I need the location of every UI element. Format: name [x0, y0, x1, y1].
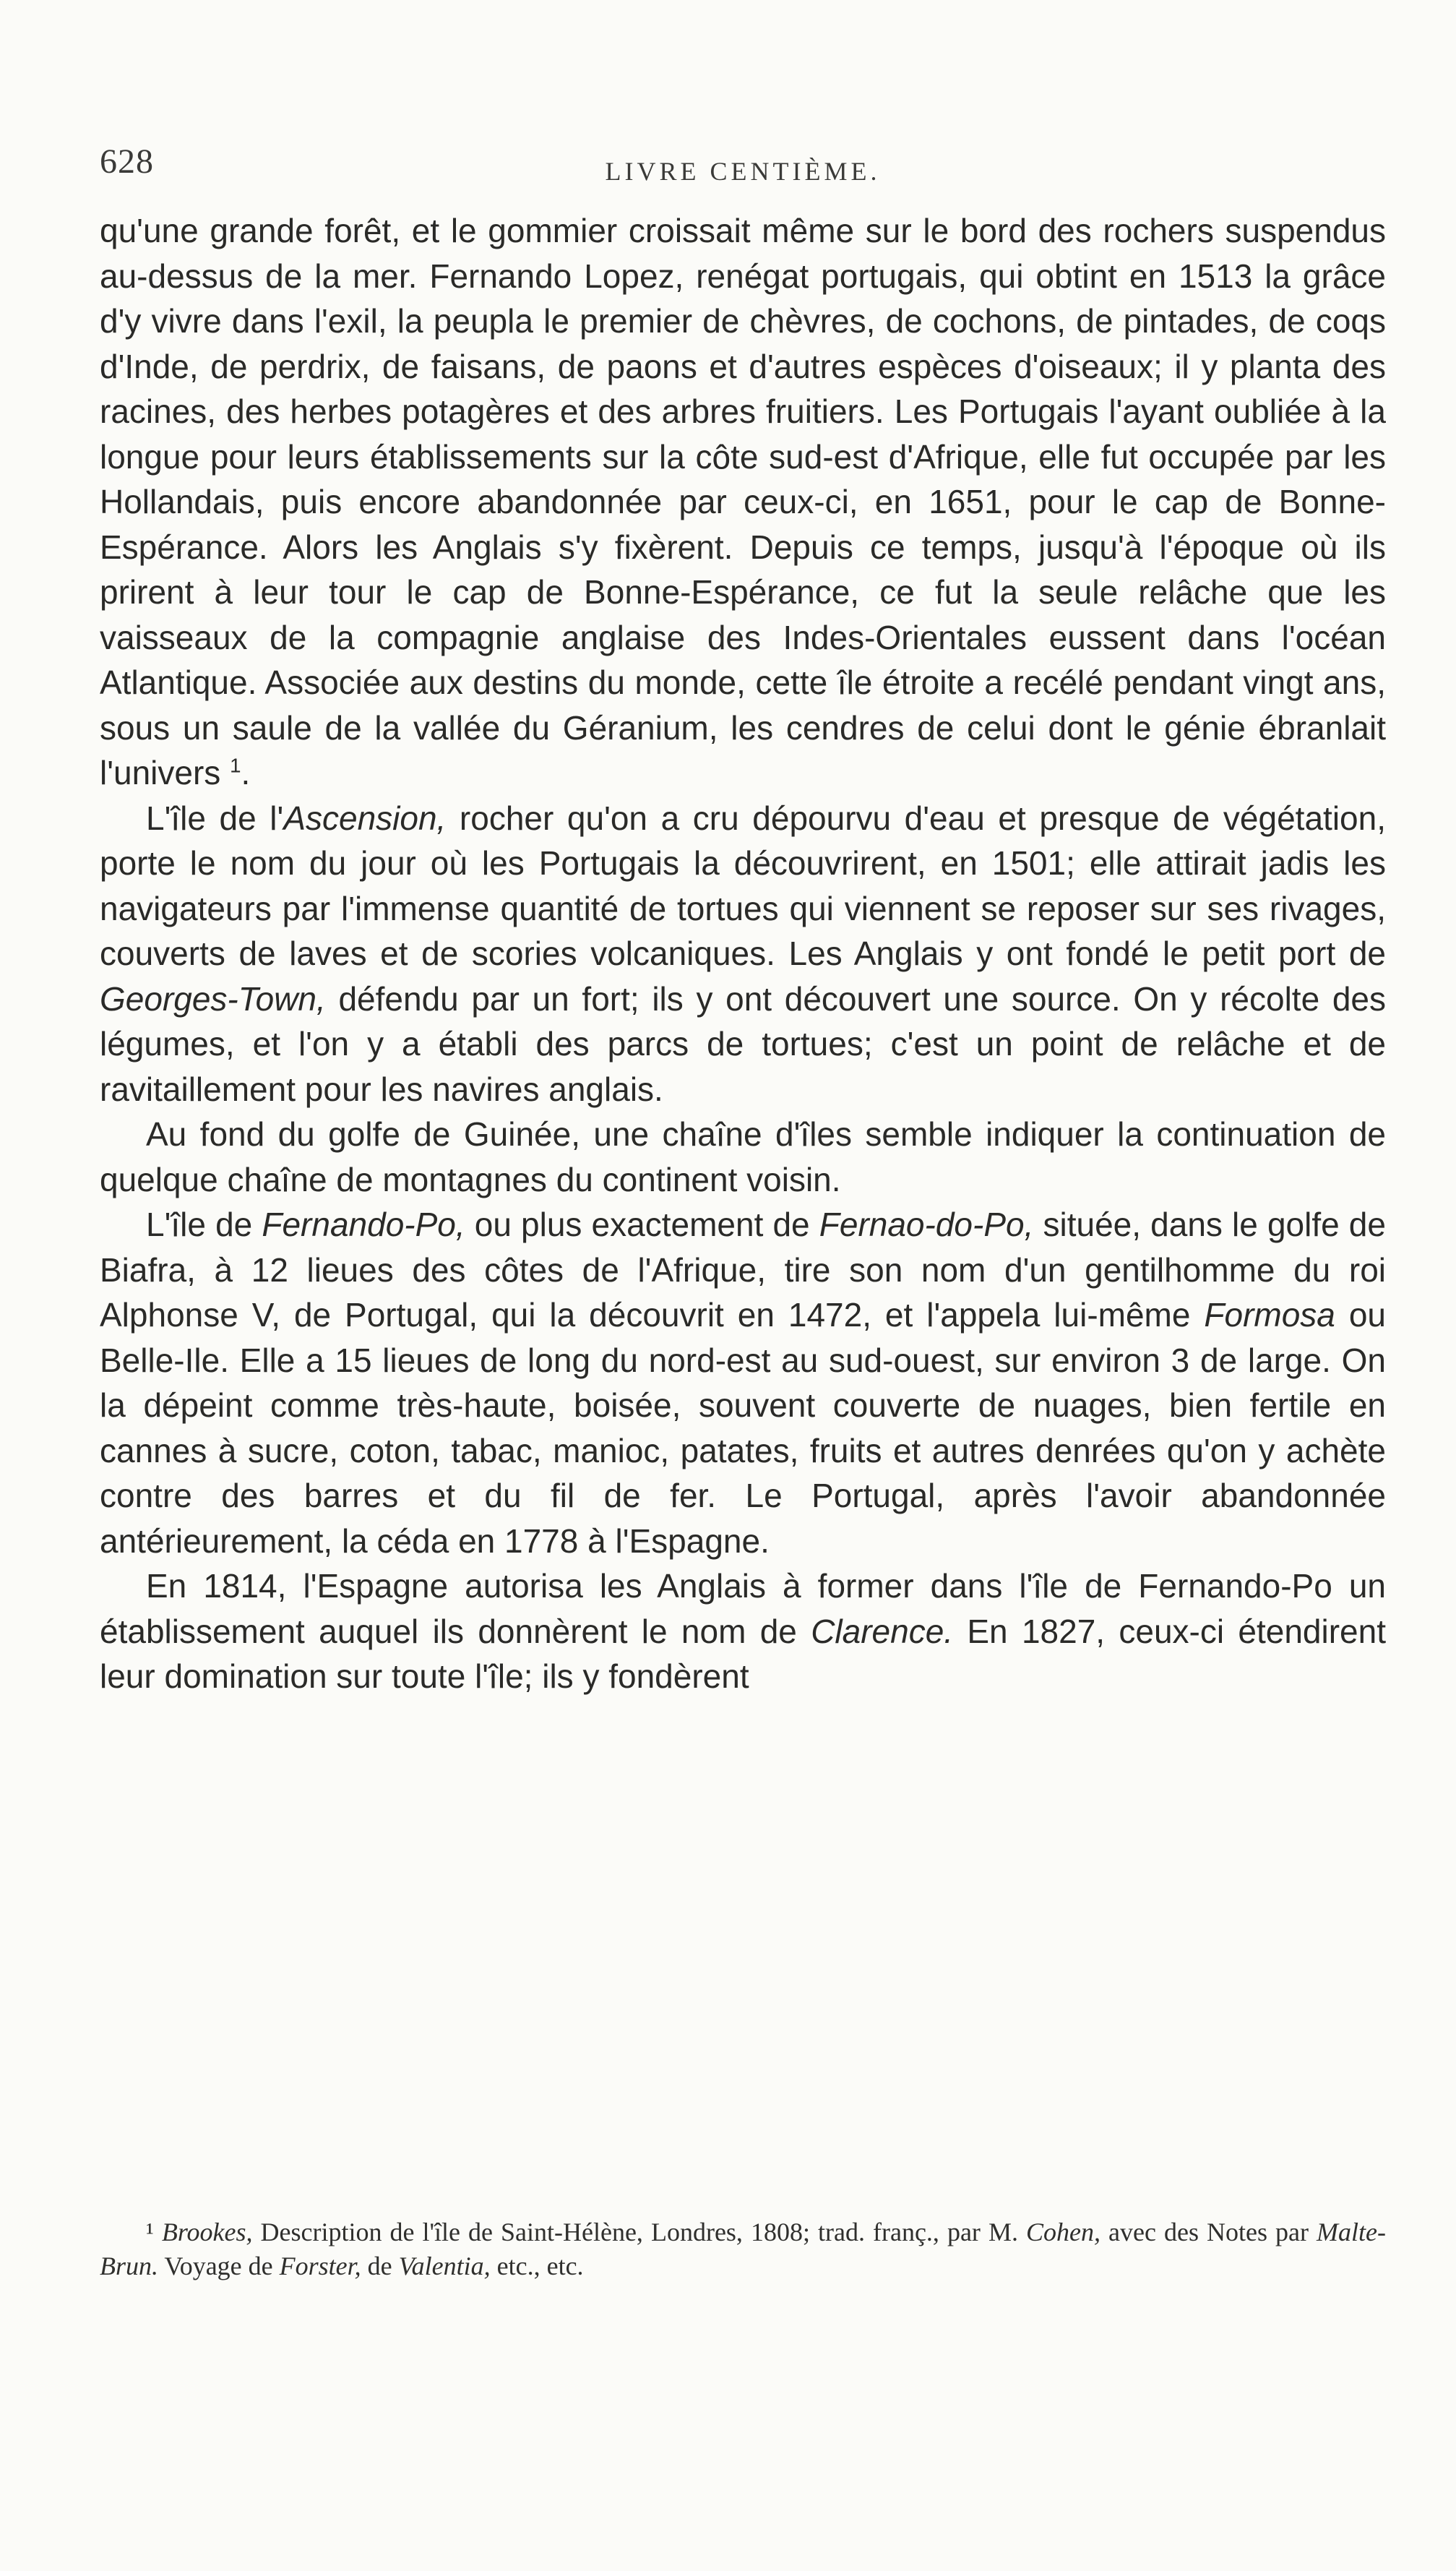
- footnote-segment: etc., etc.: [490, 2252, 584, 2280]
- paragraph-text: L'île de l': [146, 799, 284, 837]
- place-name-italic: Formosa: [1204, 1296, 1335, 1334]
- body-text: [100, 208, 1386, 1699]
- paragraph-text: En 1814, l'Espagne autorisa les Anglais à former dans l'île de Fernando-Po un établissement auquel ils donnèrent le nom de: [100, 1567, 1386, 1650]
- place-name-italic: Ascension,: [283, 799, 447, 837]
- author-name-italic: Cohen,: [1026, 2218, 1100, 2246]
- place-name-italic: Fernando-Po,: [262, 1206, 465, 1243]
- footnote: [100, 2215, 1386, 2283]
- author-name-italic: Valentia,: [398, 2252, 491, 2280]
- paragraph-text: .: [241, 754, 251, 791]
- author-name-italic: Brookes,: [161, 2218, 253, 2246]
- paragraph-text: qu'une grande forêt, et le gommier croissait même sur le bord des rochers suspendus au-dessus de la mer. Fernando Lopez, renégat portugais, qui obtint en 1513 la grâce d'y vivre dans l'exil, la peupla le premier de chèvres, de cochons, de pintades, de coqs d'Inde, de perdrix, de faisans, de paons et d'autres espèces d'oiseaux; il y planta des racines, des herbes potagères et des arbres fruitiers. Les Portugais l'ayant oubliée à la longue pour leurs établissements sur la côte sud-est d'Afrique, elle fut occupée par les Hollandais, puis encore abandonnée par ceux-ci, en 1651, pour le cap de Bonne-Espérance. Alors les Anglais s'y fixèrent. Depuis ce temps, jusqu'à l'époque où ils prirent à leur tour le cap de Bonne-Espérance, ce fut la seule relâche que les vaisseaux de la compagnie anglaise des Indes-Orientales eussent dans l'océan Atlantique. Associée aux destins du monde, cette île étroite a recélé pendant vingt ans, sous un saule de la vallée du Géranium, les cendres de celui dont le génie ébranlait l'univers: [100, 212, 1386, 791]
- paragraph-ascension: [100, 796, 1386, 1112]
- paragraph-saint-helena: [100, 208, 1386, 796]
- page-number: 628: [100, 142, 154, 181]
- paragraph-text: défendu par un fort; ils y ont découvert une source. On y récolte des légumes, et l'on y a établi des parcs de tortues; c'est un point de relâche et de ravitaillement pour les navires anglais.: [100, 979, 1386, 1108]
- paragraph-fernando-po: [100, 1202, 1386, 1563]
- page-header: [100, 142, 1386, 192]
- place-name-italic: Clarence.: [811, 1612, 954, 1650]
- footnote-segment: Voyage de: [158, 2252, 280, 2280]
- author-name-italic: Malte-Brun.: [100, 2218, 1386, 2280]
- footnote-marker: ¹: [146, 2218, 154, 2246]
- paragraph-text: En 1827, ceux-ci étendirent leur domination sur toute l'île; ils y fondèrent: [100, 1612, 1386, 1695]
- paragraph-text: ou Belle-Ile. Elle a 15 lieues de long du nord-est au sud-ouest, sur environ 3 de large. On la dépeint comme très-haute, boisée, souvent couverte de nuages, bien fertile en cannes à sucre, coton, tabac, manioc, patates, fruits et autres denrées qu'on y achète contre des barres et du fil de fer. Le Portugal, après l'avoir abandonnée antérieurement, la céda en 1778 à l'Espagne.: [100, 1296, 1386, 1560]
- footnote-segment: de: [361, 2252, 399, 2280]
- running-head: LIVRE CENTIÈME.: [605, 157, 881, 186]
- paragraph-text: Au fond du golfe de Guinée, une chaîne d'îles semble indiquer la continuation de quelque chaîne de montagnes du continent voisin.: [100, 1115, 1386, 1198]
- paragraph-text: L'île de: [146, 1206, 262, 1243]
- footnote-text: [100, 2215, 1386, 2283]
- paragraph-text: ou plus exactement de: [465, 1206, 819, 1243]
- footnote-segment: M.: [988, 2218, 1026, 2246]
- paragraph-clarence: [100, 1563, 1386, 1699]
- footnote-segment: Description de l'île de Saint-Hélène, Londres, 1808; trad. franç., par: [252, 2218, 988, 2246]
- place-name-italic: Georges-Town,: [100, 979, 326, 1018]
- paragraph-text: située, dans le golfe de Biafra, à 12 lieues des côtes de l'Afrique, tire son nom d'un gentilhomme du roi Alphonse V, de Portugal, qui la découvrit en 1472, et l'appela lui-même: [100, 1206, 1386, 1334]
- place-name-italic: Fernao-do-Po,: [819, 1206, 1034, 1243]
- footnote-reference: 1: [230, 754, 241, 777]
- paragraph-text: rocher qu'on a cru dépourvu d'eau et presque de végétation, porte le nom du jour où les Portugais la découvrirent, en 1501; elle attirait jadis les navigateurs par l'immense quantité de tortues qui viennent se reposer sur ses rivages, couverts de laves et de scories volcaniques. Les Anglais y ont fondé le petit port de: [100, 799, 1386, 972]
- footnote-segment: avec des Notes par: [1100, 2218, 1317, 2246]
- paragraph-guinea: [100, 1112, 1386, 1202]
- author-name-italic: Forster,: [279, 2252, 361, 2280]
